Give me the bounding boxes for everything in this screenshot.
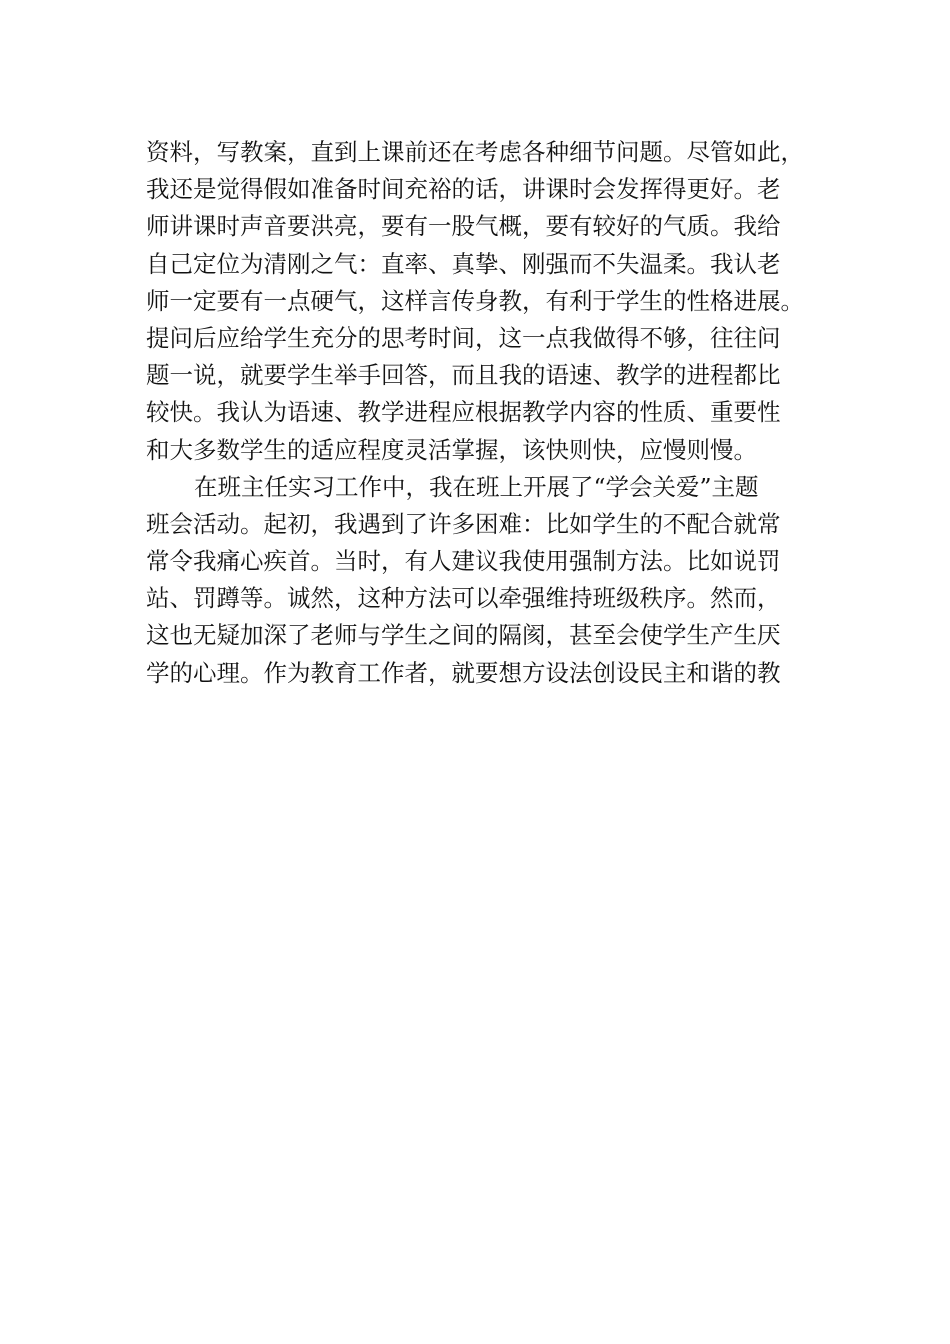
text-line: 提问后应给学生充分的思考时间，这一点我做得不够，往往问 <box>146 323 781 352</box>
text-line: 班会活动。起初，我遇到了许多困难：比如学生的不配合就常 <box>146 509 781 538</box>
text-line: 这也无疑加深了老师与学生之间的隔阂，甚至会使学生产生厌 <box>146 621 781 650</box>
body-text <box>146 134 816 692</box>
text-line: 师一定要有一点硬气，这样言传身教，有利于学生的性格进展。 <box>146 286 804 315</box>
paragraph-start-line: 在班主任实习工作中，我在班上开展了“学会关爱”主题 <box>194 472 759 501</box>
text-line: 学的心理。作为教育工作者，就要想方设法创设民主和谐的教 <box>146 658 781 687</box>
text-line: 常令我痛心疾首。当时，有人建议我使用强制方法。比如说罚 <box>146 547 781 576</box>
text-line: 资料，写教案，直到上课前还在考虑各种细节问题。尽管如此， <box>146 138 804 166</box>
text-line: 题一说，就要学生举手回答，而且我的语速、教学的进程都比 <box>146 361 781 390</box>
text-line: 较快。我认为语速、教学进程应根据教学内容的性质、重要性 <box>146 398 781 427</box>
text-line: 和大多数学生的适应程度灵活掌握，该快则快，应慢则慢。 <box>146 435 757 464</box>
text-line: 自己定位为清刚之气：直率、真挚、刚强而不失温柔。我认老 <box>146 249 781 278</box>
text-line: 站、罚蹲等。诚然，这种方法可以牵强维持班级秩序。然而， <box>146 584 781 613</box>
text-line: 师讲课时声音要洪亮，要有一股气概，要有较好的气质。我给 <box>146 212 781 241</box>
text-line: 我还是觉得假如准备时间充裕的话，讲课时会发挥得更好。老 <box>146 175 781 204</box>
